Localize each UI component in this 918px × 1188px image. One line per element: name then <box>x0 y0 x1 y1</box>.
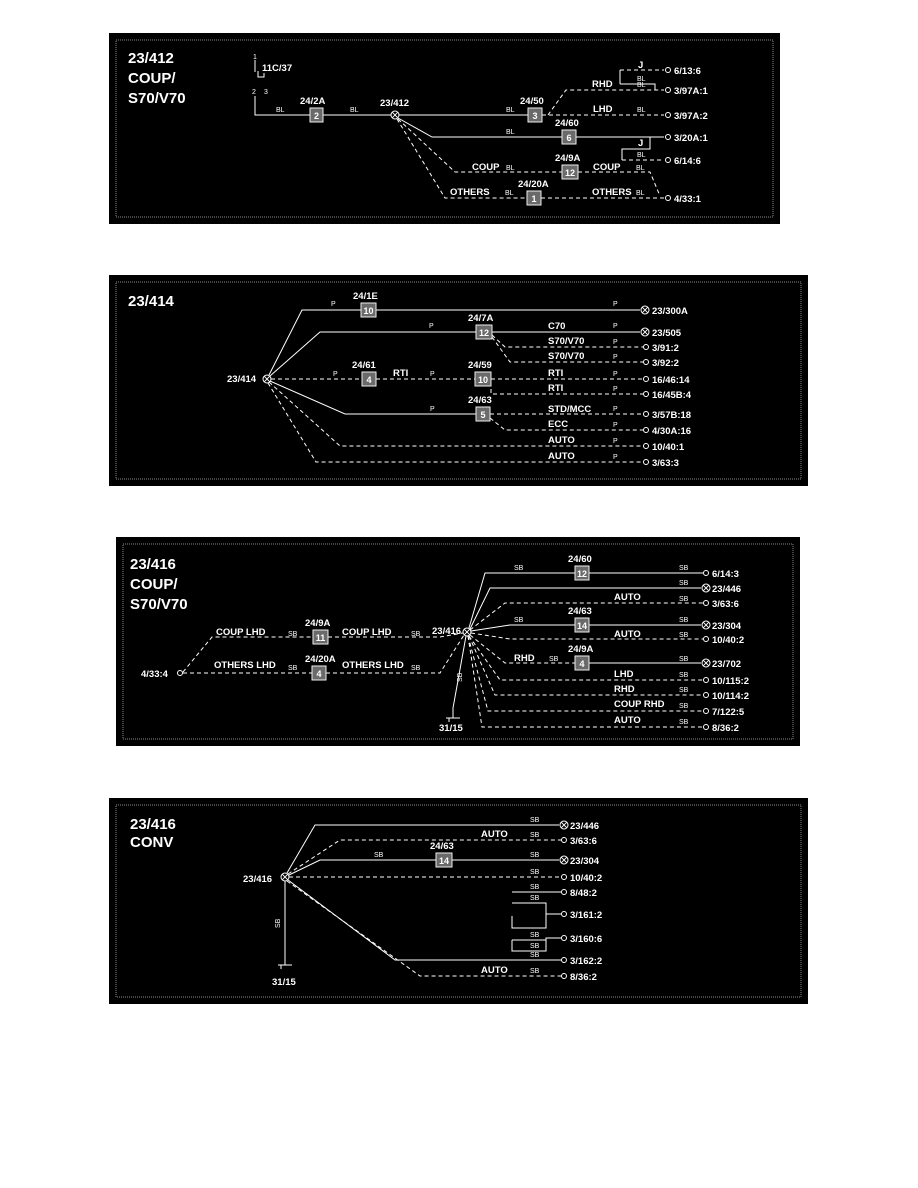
connector-label: 24/50 <box>520 96 544 107</box>
terminal-label: 6/14:6 <box>674 156 701 167</box>
connector-pin: 11 <box>315 633 326 643</box>
splice-icon <box>281 873 289 881</box>
panel-23-416-conv <box>109 798 808 1004</box>
variant-label: J <box>638 60 644 71</box>
terminal-label: 8/48:2 <box>570 888 597 899</box>
wire-color: BL <box>636 190 645 197</box>
splice-icon <box>702 584 710 592</box>
connector-label: 24/9A <box>555 153 581 164</box>
connector-pin: 5 <box>480 410 486 420</box>
terminal-icon <box>562 912 567 917</box>
wire-color: SB <box>411 665 421 672</box>
wire-color: BL <box>636 165 645 172</box>
terminal-label: 4/33:1 <box>674 194 701 205</box>
terminal-icon <box>562 890 567 895</box>
terminal-icon <box>644 377 649 382</box>
connector-label: 24/63 <box>468 395 492 406</box>
terminal-label: 6/14:3 <box>712 569 739 580</box>
wire-color: SB <box>530 952 540 959</box>
wire-color: SB <box>374 852 384 859</box>
wire-color: SB <box>411 631 421 638</box>
terminal-label: 10/40:2 <box>712 635 745 646</box>
terminal-icon <box>666 158 671 163</box>
wire-color: P <box>430 371 435 378</box>
variant-label: OTHERS LHD <box>342 660 404 671</box>
panel-title: COUP/ <box>128 70 176 87</box>
splice-icon <box>560 821 568 829</box>
variant-label: AUTO <box>548 451 575 462</box>
switch-pin: 2 <box>252 89 256 96</box>
variant-label: S70/V70 <box>548 336 585 347</box>
wire-color: SB <box>530 869 540 876</box>
wire-color: SB <box>530 943 540 950</box>
panel-title: COUP/ <box>130 576 178 593</box>
terminal-label: 23/446 <box>570 821 600 832</box>
terminal-label: 4/30A:16 <box>652 426 692 437</box>
panel-title: 23/414 <box>128 293 174 310</box>
variant-label: RTI <box>393 368 409 379</box>
terminal-label: 23/300A <box>652 306 688 317</box>
wire-color: P <box>613 406 618 413</box>
wire-color: SB <box>679 632 689 639</box>
variant-label: AUTO <box>481 829 508 840</box>
terminal-icon <box>644 412 649 417</box>
wire-color: SB <box>679 687 689 694</box>
panel-23-412 <box>109 33 780 224</box>
switch-label: 11C/37 <box>262 63 293 74</box>
wire-color: SB <box>530 895 540 902</box>
wire-color: SB <box>679 596 689 603</box>
wire-color: BL <box>350 107 359 114</box>
wire-color: P <box>613 386 618 393</box>
connector-pin: 4 <box>579 659 585 669</box>
terminal-label: 8/36:2 <box>570 972 597 983</box>
terminal-icon <box>704 571 709 576</box>
wire-color: SB <box>530 832 540 839</box>
terminal-icon <box>666 88 671 93</box>
splice-icon <box>560 856 568 864</box>
panel-background <box>109 798 808 1004</box>
wire-color: SB <box>679 703 689 710</box>
switch-pin: 3 <box>264 89 268 96</box>
wire-color: P <box>430 406 435 413</box>
terminal-label: 3/91:2 <box>652 343 679 354</box>
terminal-label: 3/92:2 <box>652 358 679 369</box>
terminal-label: 3/57B:18 <box>652 410 692 421</box>
connector-pin: 12 <box>478 328 490 338</box>
terminal-label: 3/63:6 <box>712 599 739 610</box>
wire-color: SB <box>530 852 540 859</box>
terminal-label: 10/40:1 <box>652 442 685 453</box>
splice-label: 23/412 <box>380 98 410 109</box>
variant-label: AUTO <box>614 592 641 603</box>
terminal-icon <box>644 360 649 365</box>
connector-label: 24/63 <box>568 606 592 617</box>
terminal-icon <box>666 135 671 140</box>
variant-label: RTI <box>548 383 564 394</box>
variant-label: C70 <box>548 321 566 332</box>
connector-label: 24/20A <box>518 179 549 190</box>
panel-background <box>109 275 808 486</box>
panel-title: CONV <box>130 834 174 851</box>
connector-label: 24/20A <box>305 654 336 665</box>
wire-color: SB <box>679 719 689 726</box>
panel-title: 23/412 <box>128 50 174 67</box>
wire-color: SB <box>457 672 464 682</box>
terminal-label: 10/115:2 <box>712 676 749 687</box>
wire-color: SB <box>530 932 540 939</box>
connector-pin: 14 <box>438 856 450 866</box>
wire-color: SB <box>679 580 689 587</box>
wire-color: P <box>613 422 618 429</box>
connector-label: 24/9A <box>568 644 594 655</box>
panel-title: 23/416 <box>130 556 176 573</box>
panel-title: S70/V70 <box>128 90 186 107</box>
terminal-label: 10/40:2 <box>570 873 603 884</box>
connector-pin: 1 <box>531 194 537 204</box>
splice-icon <box>702 621 710 629</box>
variant-label: COUP LHD <box>342 627 392 638</box>
terminal-icon <box>644 444 649 449</box>
terminal-icon <box>178 671 183 676</box>
connector-pin: 12 <box>576 569 588 579</box>
wire-color: P <box>613 339 618 346</box>
connector-label: 24/7A <box>468 313 494 324</box>
panel-23-416-coup <box>116 537 800 746</box>
ground-label: 31/15 <box>439 723 463 734</box>
terminal-label: 3/97A:2 <box>674 111 708 122</box>
connector-label: 24/60 <box>555 118 579 129</box>
terminal-icon <box>704 709 709 714</box>
variant-label: AUTO <box>614 629 641 640</box>
wire-color: P <box>331 301 336 308</box>
terminal-label: 23/446 <box>712 584 742 595</box>
panel-title: S70/V70 <box>130 596 188 613</box>
splice-icon <box>391 111 399 119</box>
connector-pin: 10 <box>477 375 489 385</box>
terminal-icon <box>644 392 649 397</box>
terminal-label: 23/505 <box>652 328 682 339</box>
terminal-icon <box>666 196 671 201</box>
variant-label: RHD <box>514 653 535 664</box>
wire-color: BL <box>506 107 515 114</box>
variant-label: RHD <box>592 79 613 90</box>
connector-pin: 6 <box>566 133 572 143</box>
splice-icon <box>463 628 471 636</box>
terminal-label: 3/63:3 <box>652 458 679 469</box>
connector-pin: 3 <box>532 111 538 121</box>
terminal-label: 3/97A:1 <box>674 86 708 97</box>
terminal-icon <box>704 637 709 642</box>
terminal-label: 23/304 <box>712 621 742 632</box>
terminal-icon <box>704 725 709 730</box>
wire-color: BL <box>506 165 515 172</box>
variant-label: OTHERS <box>592 187 632 198</box>
terminal-label: 3/161:2 <box>570 910 603 921</box>
wire-color: SB <box>679 656 689 663</box>
connector-label: 24/9A <box>305 618 331 629</box>
variant-label: LHD <box>614 669 634 680</box>
terminal-icon <box>644 345 649 350</box>
connector-label: 24/63 <box>430 841 454 852</box>
wire-color: SB <box>679 672 689 679</box>
switch-pin: 1 <box>253 54 257 61</box>
connector-label: 24/2A <box>300 96 326 107</box>
terminal-icon <box>644 428 649 433</box>
wire-color: SB <box>549 656 559 663</box>
splice-icon <box>702 659 710 667</box>
terminal-icon <box>562 838 567 843</box>
variant-label: STD/MCC <box>548 404 592 415</box>
wire-color: BL <box>505 190 514 197</box>
variant-label: LHD <box>593 104 613 115</box>
wire-color: SB <box>679 617 689 624</box>
terminal-label: 3/20A:1 <box>674 133 708 144</box>
wire-color: SB <box>514 617 524 624</box>
splice-icon <box>263 375 271 383</box>
wire-color: P <box>613 354 618 361</box>
terminal-label: 3/160:6 <box>570 934 603 945</box>
connector-label: 24/60 <box>568 554 592 565</box>
terminal-label: 16/46:14 <box>652 375 690 386</box>
wire-color: SB <box>530 884 540 891</box>
wire-color: SB <box>288 631 298 638</box>
variant-label: COUP RHD <box>614 699 665 710</box>
connector-label: 24/59 <box>468 360 492 371</box>
terminal-icon <box>562 875 567 880</box>
variant-label: J <box>638 138 644 149</box>
connector-pin: 14 <box>576 621 588 631</box>
connector-pin: 12 <box>564 168 576 178</box>
ground-label: 31/15 <box>272 977 296 988</box>
variant-label: RTI <box>548 368 564 379</box>
terminal-label: 16/45B:4 <box>652 390 692 401</box>
wire-color: P <box>429 323 434 330</box>
terminal-label: 4/33:4 <box>141 669 168 680</box>
connector-pin: 4 <box>366 375 372 385</box>
terminal-label: 8/36:2 <box>712 723 739 734</box>
variant-label: COUP <box>593 162 621 173</box>
splice-label: 23/416 <box>243 874 273 885</box>
splice-label: 23/416 <box>432 626 462 637</box>
terminal-label: 3/162:2 <box>570 956 603 967</box>
wire-color: SB <box>530 817 540 824</box>
variant-label: OTHERS <box>450 187 490 198</box>
wire-color: P <box>613 301 618 308</box>
wire-color: SB <box>288 665 298 672</box>
terminal-label: 23/702 <box>712 659 742 670</box>
wire-color: BL <box>637 152 646 159</box>
wire-color: BL <box>506 129 515 136</box>
terminal-label: 10/114:2 <box>712 691 749 702</box>
variant-label: S70/V70 <box>548 351 585 362</box>
connector-pin: 2 <box>313 111 320 121</box>
splice-label: 23/414 <box>227 374 257 385</box>
panel-23-414 <box>109 275 808 486</box>
variant-label: COUP LHD <box>216 627 266 638</box>
variant-label: AUTO <box>481 965 508 976</box>
panel-background <box>116 537 800 746</box>
wire-color: BL <box>637 82 646 89</box>
terminal-label: 3/63:6 <box>570 836 597 847</box>
wire-color: SB <box>530 968 540 975</box>
wire-color: P <box>613 454 618 461</box>
wire-color: P <box>613 323 618 330</box>
connector-pin: 10 <box>363 306 374 316</box>
wire-color: SB <box>275 918 282 928</box>
terminal-icon <box>562 958 567 963</box>
connector-label: 24/61 <box>352 360 376 371</box>
wire-color: BL <box>637 76 646 83</box>
terminal-label: 7/122:5 <box>712 707 745 718</box>
terminal-icon <box>562 936 567 941</box>
variant-label: OTHERS LHD <box>214 660 276 671</box>
wire-color: SB <box>679 565 689 572</box>
wire-color: P <box>613 438 618 445</box>
terminal-icon <box>644 460 649 465</box>
terminal-label: 23/304 <box>570 856 600 867</box>
variant-label: COUP <box>472 162 500 173</box>
variant-label: ECC <box>548 419 569 430</box>
connector-label: 24/1E <box>353 291 378 302</box>
terminal-icon <box>704 678 709 683</box>
terminal-icon <box>666 113 671 118</box>
wire-color: BL <box>276 107 285 114</box>
terminal-icon <box>704 693 709 698</box>
wire-color: P <box>333 371 338 378</box>
splice-icon <box>641 306 649 314</box>
variant-label: AUTO <box>614 715 641 726</box>
splice-icon <box>641 328 649 336</box>
variant-label: AUTO <box>548 435 575 446</box>
wire-color: BL <box>637 107 646 114</box>
variant-label: RHD <box>614 684 635 695</box>
terminal-label: 6/13:6 <box>674 66 701 77</box>
panel-title: 23/416 <box>130 816 176 833</box>
terminal-icon <box>666 68 671 73</box>
terminal-icon <box>704 601 709 606</box>
connector-pin: 4 <box>316 669 322 679</box>
wire-color: SB <box>514 565 524 572</box>
wire-color: P <box>613 371 618 378</box>
terminal-icon <box>562 974 567 979</box>
